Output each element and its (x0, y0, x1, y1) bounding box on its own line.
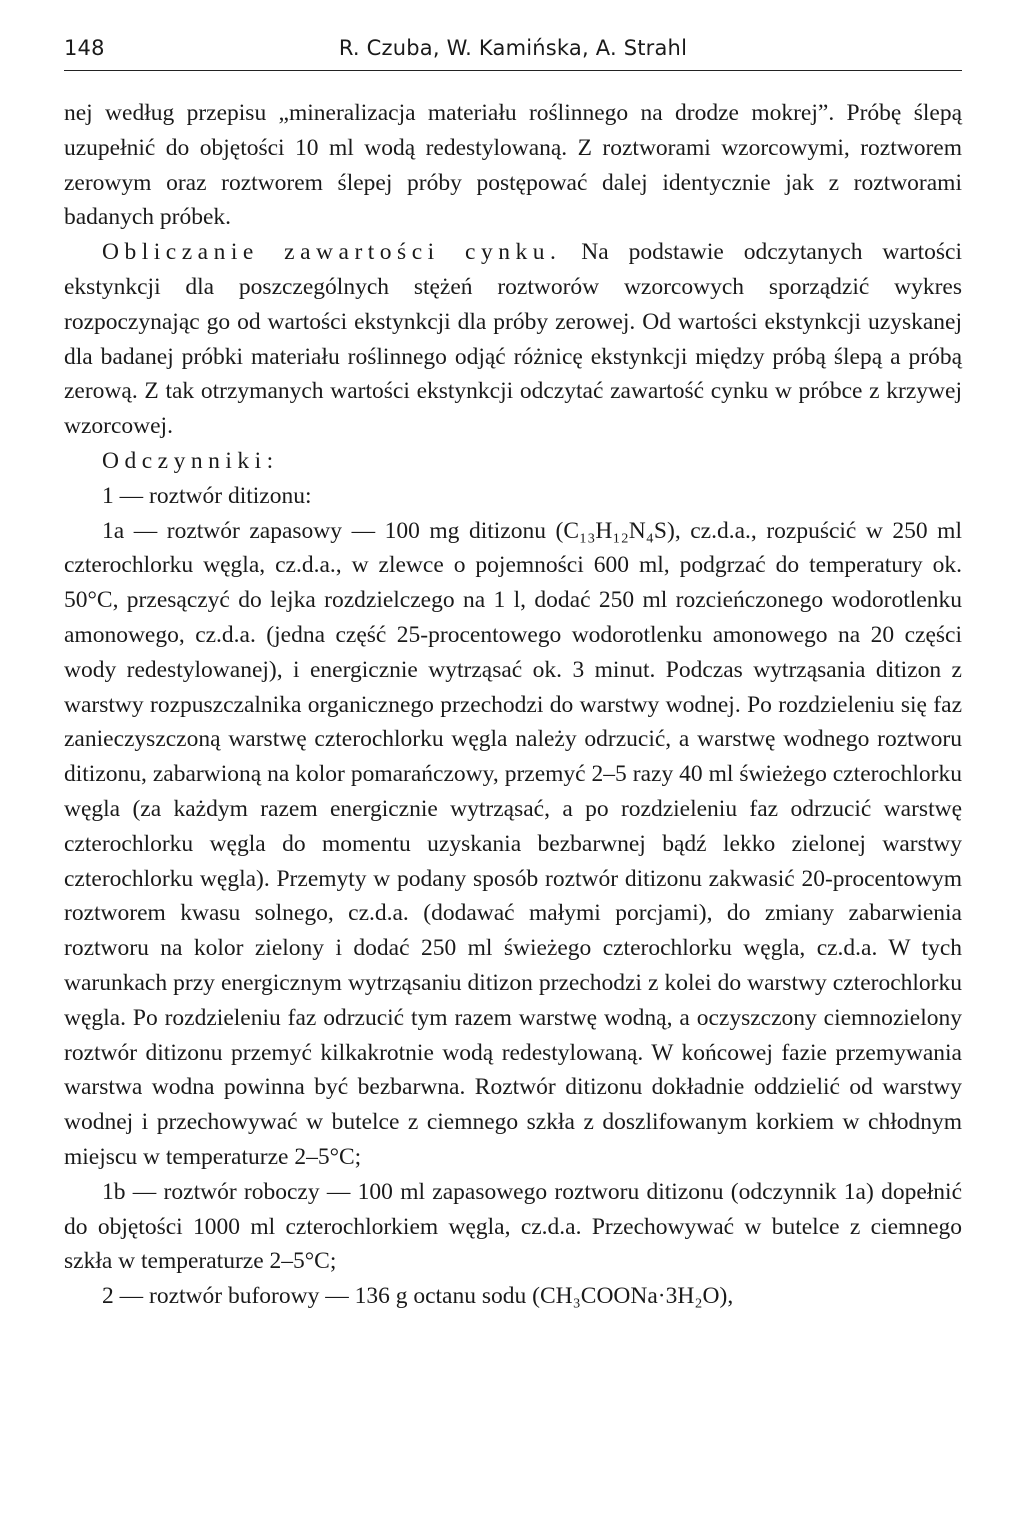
section-heading-reagents: Odczynniki: (102, 447, 279, 474)
running-head: R. Czuba, W. Kamińska, A. Strahl (338, 36, 688, 60)
body-text (64, 71, 962, 1314)
paragraph-7-lead: 2 — roztwór buforowy — 136 g octanu sodu (102, 1283, 527, 1310)
paragraph-5-text: , cz.d.a., rozpuścić w 250 ml czterochlorku węgla, cz.d.a., w zlewce o pojemności 600 ml, podgrzać do temperatury ok. 50°C, przesączyć do lejka rozdzielczego na 1 l, dodać 250 ml rozcieńczonego wodorotlenku amonowego, cz.d.a. (jedna część 25-procentowego wodorotlenku amonowego na 20 części wody redestylowanej), i energicznie wytrząsać ok. 3 minut. Podczas wytrząsania ditizon z warstwy rozpuszczalnika organicznego przechodzi do warstwy wodnej. Po rozdzieleniu się faz zanieczyszczoną warstwę czterochlorku węgla należy odrzucić, a warstwę wodnego roztworu ditizonu, zabarwioną na kolor pomarańczowy, przemyć 2–5 razy 40 ml świeżego czterochlorku węgla (za każdym razem energicznie wytrząsać, a po rozdzieleniu faz odrzucić warstwę czterochlorku węgla do momentu uzyskania bezbarwnej bądź lekko zielonej warstwy czterochlorku węgla). Przemyty w podany sposób roztwór ditizonu zakwasić 20-procentowym roztworem kwasu solnego, cz.d.a. (dodawać małymi porcjami), do zmiany zabarwienia roztworu na kolor zielony i dodać 250 ml świeżego czterochlorku węgla, cz.d.a. W tych warunkach przy energicznym wytrząsaniu ditizon przechodzi z kolei do warstwy czterochlorku węgla. Po rozdzieleniu faz odrzucić tym razem warstwę wodną, a oczyszczony ciemnozielony roztwór ditizonu przemyć kilkakrotnie wodą redestylowaną. W końcowej fazie przemywania warstwa wodna powinna być bezbarwna. Roztwór ditizonu dokładnie oddzielić od warstwy wodnej i przechowywać w butelce z ciemnego szkła z doszlifowanym korkiem w chłodnym miejscu w temperaturze 2–5°C; (64, 517, 962, 1170)
chemical-formula-sodium-acetate: (CH₃COONa·3H₂O), (532, 1283, 734, 1310)
paragraph-2-text: Na podstawie odczytanych wartości ekstynkcji dla poszczególnych stężeń roztworów wzorcowych sporządzić wykres rozpoczynając go od wartości ekstynkcji dla próby zerowej. Od wartości ekstynkcji uzyskanej dla badanej próbki materiału roślinnego odjąć różnicę ekstynkcji między próbą ślepą a próbą zerową. Z tak otrzymanych wartości ekstynkcji odczytać zawartość cynku w próbce z krzywej wzorcowej. (64, 239, 963, 440)
page-header (64, 0, 962, 71)
paragraph-1: nej według przepisu „mineralizacja materiału roślinnego na drodze mokrej”. Próbę ślepą uzupełnić do objętości 10 ml wodą redestylowaną. Z roztworami wzorcowymi, roztworem zerowym oraz roztworem ślepej próby postępować dalej identycznie jak z roztworami badanych próbek. (64, 100, 962, 231)
paragraph-5-lead: 1a — roztwór zapasowy — 100 mg ditizonu (102, 517, 546, 544)
paragraph-7 (64, 1279, 962, 1314)
paragraph-5 (64, 514, 962, 1175)
paragraph-4: 1 — roztwór ditizonu: (102, 482, 312, 509)
page-number: 148 (64, 36, 105, 60)
section-heading-calculation: Obliczanie zawartości cynku. (102, 239, 562, 266)
chemical-formula-dithizone: (C₁₃H₁₂N₄S) (555, 517, 675, 544)
paragraph-6: 1b — roztwór roboczy — 100 ml zapasowego roztworu ditizonu (odczynnik 1a) dopełnić do objętości 1000 ml czterochlorkiem węgla, cz.d.a. Przechowywać w butelce z ciemnego szkła w temperaturze 2–5°C; (64, 1178, 962, 1275)
paragraph-2 (64, 235, 962, 444)
paragraph-3 (64, 444, 962, 479)
